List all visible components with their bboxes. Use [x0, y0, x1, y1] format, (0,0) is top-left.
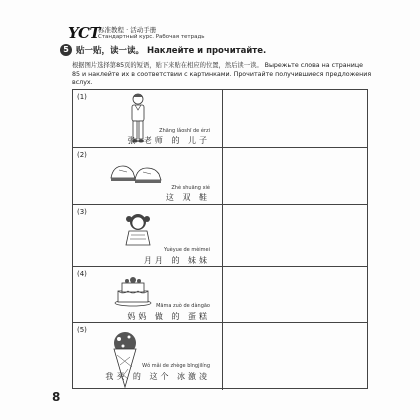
exercise-row [73, 90, 367, 147]
picture-cell [73, 148, 223, 204]
yct-logo: YCT [68, 24, 101, 42]
instruction-ru: Вырежьте слова на странице 85 и наклейте их в соответствии с картинками. Прочитайте получившиеся предложения вслух. [72, 62, 372, 87]
girl-icon [123, 211, 153, 247]
exercise-instruction [72, 62, 372, 88]
pinyin-text: Zhè shuāng xié [171, 185, 210, 191]
header-title-ru: Стандартный курс. Рабочая тетрадь [98, 34, 205, 40]
picture-cell [73, 323, 223, 390]
picture-cell [73, 267, 223, 322]
exercise-row [73, 266, 367, 322]
picture-cell [73, 90, 223, 147]
exercise-number: 5 [60, 44, 72, 56]
pinyin-text: Wǒ mǎi de zhège bīngjilíng [142, 363, 210, 369]
hanzi-text: 张 老师 的 儿子 [127, 136, 210, 145]
hanzi-text: 月月 的 妹妹 [143, 256, 210, 265]
pinyin-text: Māma zuò de dàngāo [156, 303, 210, 309]
row-number: (2) [77, 151, 87, 159]
hanzi-text: 妈妈 做 的 蛋糕 [127, 312, 210, 321]
exercise-row [73, 147, 367, 204]
shoes-icon [109, 158, 163, 186]
exercise-row [73, 322, 367, 390]
row-number: (4) [77, 270, 87, 278]
instruction-zh: 根据图片选择第85页的短语，贴下来贴在相应的位置，然后读一读。 [72, 62, 263, 69]
picture-cell [73, 205, 223, 266]
row-number: (1) [77, 93, 87, 101]
exercise-row [73, 204, 367, 266]
header-title-zh: 标准教程 · 活动手册 [98, 26, 157, 34]
row-number: (3) [77, 208, 87, 216]
exercise-grid [72, 89, 368, 389]
exercise-title-text: 贴一贴，读一读。 Наклейте и прочитайте. [76, 46, 267, 56]
pinyin-text: Yuèyue de mèimei [163, 247, 210, 253]
page-number: 8 [52, 390, 61, 404]
hanzi-text: 我买 的 这个 冰激凌 [105, 372, 210, 381]
pinyin-text: Zhāng lǎoshī de érzi [159, 128, 210, 134]
hanzi-text: 这 双 鞋 [165, 193, 210, 202]
cake-icon [113, 273, 153, 307]
row-number: (5) [77, 326, 87, 334]
